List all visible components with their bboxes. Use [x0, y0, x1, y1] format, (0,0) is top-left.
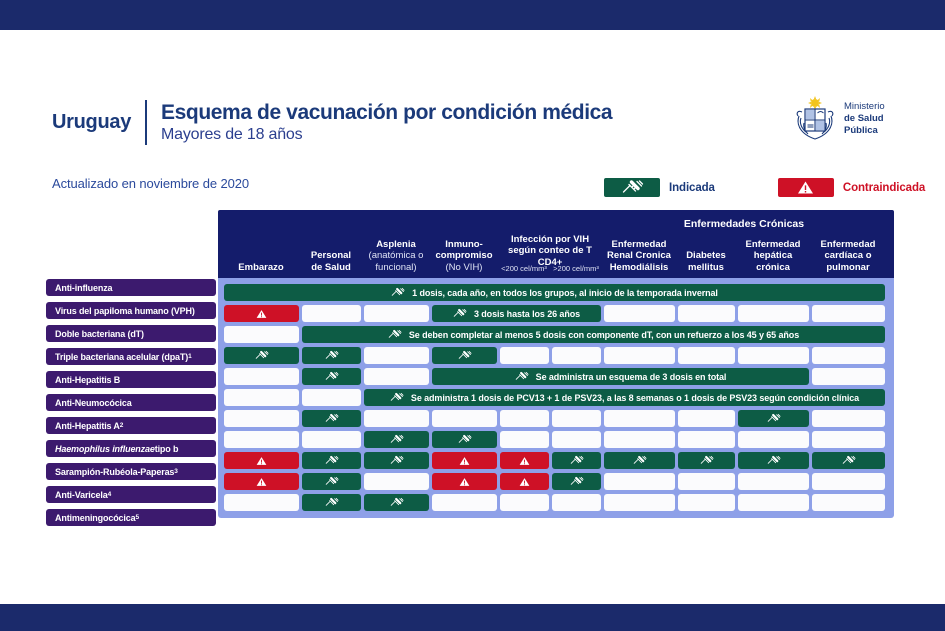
matrix-cell-empty[interactable]	[364, 305, 429, 322]
column-header-text: Inmuno-	[445, 238, 483, 250]
column-header-text: Enfermedad	[611, 238, 667, 250]
matrix-cell-note[interactable]	[302, 326, 885, 343]
ministry-line-3: Pública	[844, 125, 878, 137]
matrix-cell-indicated[interactable]	[552, 452, 601, 469]
matrix-cell-note-text: 1 dosis, cada año, en todos los grupos, al inicio de la temporada invernal	[412, 287, 718, 298]
matrix-cell-note[interactable]	[364, 389, 885, 406]
hiv-header-line-1: Infección por VIH	[510, 234, 590, 245]
vaccine-label-row	[46, 371, 216, 392]
syringe-icon	[514, 371, 529, 382]
matrix-cell-note[interactable]	[224, 284, 885, 301]
matrix-cell-indicated[interactable]	[678, 452, 735, 469]
syringe-icon	[841, 455, 856, 466]
warning-triangle-icon	[256, 477, 267, 487]
matrix-cell-empty[interactable]	[224, 389, 299, 406]
syringe-icon	[569, 476, 584, 487]
matrix-row	[222, 324, 890, 345]
syringe-icon	[387, 329, 402, 340]
matrix-cell-empty[interactable]	[224, 431, 299, 448]
vaccine-label[interactable]: Anti-Hepatitis B	[46, 371, 216, 388]
matrix-row	[222, 387, 890, 408]
matrix-row	[222, 429, 890, 450]
matrix-cell-empty[interactable]	[812, 494, 885, 511]
matrix-cell-empty[interactable]	[500, 347, 549, 364]
matrix-cell-indicated[interactable]	[364, 452, 429, 469]
syringe-icon	[389, 455, 404, 466]
matrix-cell-empty[interactable]	[364, 473, 429, 490]
ministry-line-2: de Salud	[844, 112, 884, 124]
vaccine-label-row	[46, 440, 216, 461]
syringe-icon	[457, 350, 472, 361]
syringe-icon	[389, 497, 404, 508]
warning-triangle-icon	[256, 309, 267, 319]
column-header-text: compromiso	[435, 250, 493, 262]
column-header-hepatica-cronica	[736, 210, 810, 278]
vaccine-label[interactable]: Haemophilus influenzae tipo b	[46, 440, 216, 457]
page-title: Esquema de vacunación por condición médica	[161, 101, 613, 124]
vaccine-label-row	[46, 417, 216, 438]
uruguay-coat-of-arms-icon	[793, 96, 837, 142]
matrix-cell-indicated[interactable]	[302, 368, 361, 385]
chronic-diseases-group-header: Enfermedades Crónicas	[683, 218, 805, 230]
matrix-cell-indicated[interactable]	[302, 452, 361, 469]
vaccine-label[interactable]: Virus del papiloma humano (VPH)	[46, 302, 216, 319]
matrix-row	[222, 492, 890, 513]
matrix-cell-empty[interactable]	[552, 410, 601, 427]
matrix-cell-indicated[interactable]	[812, 452, 885, 469]
syringe-icon	[389, 434, 404, 445]
updated-date: Actualizado en noviembre de 2020	[52, 176, 249, 191]
vaccine-label[interactable]: Anti-Varicela 4	[46, 486, 216, 503]
vaccine-label[interactable]: Doble bacteriana (dT)	[46, 325, 216, 342]
syringe-icon	[390, 287, 405, 298]
column-header-personal-salud	[300, 210, 362, 278]
column-header-subtext: (anatómica o	[368, 250, 424, 262]
syringe-icon	[452, 308, 467, 319]
syringe-icon	[699, 455, 714, 466]
matrix-cell-contraindicated[interactable]	[500, 452, 549, 469]
vaccine-label-row	[46, 279, 216, 300]
legend-indicated	[604, 178, 715, 197]
matrix-cell-empty[interactable]	[364, 410, 429, 427]
bottom-accent-bar	[0, 604, 945, 631]
header-divider	[145, 100, 147, 145]
warning-triangle-icon	[519, 456, 530, 466]
matrix-cell-contraindicated[interactable]	[432, 473, 497, 490]
matrix-cell-empty[interactable]	[500, 494, 549, 511]
matrix-cell-empty[interactable]	[604, 410, 675, 427]
matrix-cell-empty[interactable]	[552, 431, 601, 448]
matrix-cell-indicated[interactable]	[302, 347, 361, 364]
matrix-cell-empty[interactable]	[812, 410, 885, 427]
column-header-text: Renal Cronica	[607, 250, 671, 262]
matrix-row	[222, 450, 890, 471]
syringe-icon	[569, 455, 584, 466]
syringe-icon	[324, 350, 339, 361]
column-header-asplenia	[362, 210, 430, 278]
syringe-icon	[620, 180, 644, 195]
warning-triangle-icon	[256, 456, 267, 466]
matrix-cell-indicated[interactable]	[432, 347, 497, 364]
matrix-header	[218, 210, 894, 278]
vaccine-label-column	[46, 277, 216, 530]
matrix-cell-note-text: Se deben completar al menos 5 dosis con componente dT, con un refuerzo a los 45 y 65 años	[408, 329, 800, 340]
syringe-icon	[324, 476, 339, 487]
matrix-cell-contraindicated[interactable]	[500, 473, 549, 490]
column-header-text: cardíaca o	[824, 250, 872, 262]
column-header-renal-hemodialisis	[602, 210, 676, 278]
legend-indicated-label: Indicada	[669, 181, 715, 194]
matrix-cell-empty[interactable]	[678, 473, 735, 490]
matrix-cell-indicated[interactable]	[604, 452, 675, 469]
ministry-logo	[793, 96, 885, 142]
legend-contraindicated	[778, 178, 925, 197]
matrix-cell-note[interactable]	[432, 305, 601, 322]
column-header-threshold: >200 cel/mm³	[553, 264, 599, 273]
matrix-cell-empty[interactable]	[604, 305, 675, 322]
matrix-row	[222, 408, 890, 429]
matrix-cell-note-text: 3 dosis hasta los 26 años	[473, 308, 581, 319]
syringe-icon	[324, 497, 339, 508]
matrix-cell-empty[interactable]	[678, 305, 735, 322]
syringe-icon	[324, 455, 339, 466]
matrix-cell-indicated[interactable]	[552, 473, 601, 490]
vaccination-matrix	[218, 210, 894, 518]
column-header-text: Asplenia	[376, 238, 416, 250]
matrix-cell-indicated[interactable]	[224, 347, 299, 364]
syringe-icon	[632, 455, 647, 466]
vaccine-label-row	[46, 325, 216, 346]
matrix-cell-indicated[interactable]	[302, 494, 361, 511]
matrix-cell-empty[interactable]	[738, 347, 809, 364]
matrix-cell-empty[interactable]	[604, 494, 675, 511]
matrix-cell-empty[interactable]	[738, 473, 809, 490]
column-header-vih-menor-200	[498, 210, 550, 278]
matrix-cell-empty[interactable]	[432, 410, 497, 427]
matrix-cell-empty[interactable]	[812, 368, 885, 385]
vaccine-label[interactable]: Anti-Hepatitis A 2	[46, 417, 216, 434]
vaccine-label-row	[46, 348, 216, 369]
warning-triangle-icon	[459, 456, 470, 466]
column-header-vih-mayor-200	[550, 210, 602, 278]
vaccine-label[interactable]: Antimeningocócica 5	[46, 509, 216, 526]
matrix-cell-empty[interactable]	[812, 431, 885, 448]
matrix-cell-empty[interactable]	[500, 431, 549, 448]
matrix-row	[222, 471, 890, 492]
column-header-text: Personal	[310, 250, 352, 262]
top-accent-bar	[0, 0, 945, 30]
matrix-row	[222, 366, 890, 387]
matrix-cell-empty[interactable]	[738, 494, 809, 511]
matrix-cell-empty[interactable]	[604, 347, 675, 364]
matrix-cell-empty[interactable]	[224, 326, 299, 343]
matrix-cell-empty[interactable]	[224, 410, 299, 427]
vaccine-label-row	[46, 486, 216, 507]
column-header-subtext: (No VIH)	[445, 261, 483, 273]
warning-triangle-icon	[459, 477, 470, 487]
syringe-icon	[766, 413, 781, 424]
column-header-cardiaca-pulmonar	[810, 210, 886, 278]
matrix-cell-indicated[interactable]	[364, 431, 429, 448]
matrix-cell-indicated[interactable]	[738, 410, 809, 427]
matrix-cell-note[interactable]	[432, 368, 809, 385]
matrix-row	[222, 303, 890, 324]
matrix-cell-indicated[interactable]	[432, 431, 497, 448]
legend-indicated-chip	[604, 178, 660, 197]
vaccine-label-row	[46, 302, 216, 323]
column-header-diabetes	[676, 210, 736, 278]
syringe-icon	[254, 350, 269, 361]
vaccine-label[interactable]: Anti-Neumocócica	[46, 394, 216, 411]
column-header-text: de Salud	[311, 261, 351, 273]
syringe-icon	[324, 413, 339, 424]
column-header-inmunocompromiso	[430, 210, 498, 278]
column-header-text: Embarazo	[238, 261, 284, 273]
matrix-cell-empty[interactable]	[224, 494, 299, 511]
page-subtitle: Mayores de 18 años	[161, 125, 303, 143]
matrix-cell-note-text: Se administra un esquema de 3 dosis en total	[535, 371, 727, 382]
legend-contraindicated-label: Contraindicada	[842, 181, 926, 194]
matrix-cell-empty[interactable]	[552, 494, 601, 511]
matrix-body	[218, 278, 894, 518]
matrix-cell-empty[interactable]	[812, 305, 885, 322]
column-header-threshold: <200 cel/mm³	[501, 264, 547, 273]
column-header-text: Enfermedad	[745, 238, 801, 250]
vaccine-label[interactable]: Anti-influenza	[46, 279, 216, 296]
matrix-cell-empty[interactable]	[302, 431, 361, 448]
matrix-cell-empty[interactable]	[604, 431, 675, 448]
syringe-icon	[389, 392, 404, 403]
vaccine-label[interactable]: Sarampión-Rubéola-Paperas 3	[46, 463, 216, 480]
matrix-cell-empty[interactable]	[678, 494, 735, 511]
matrix-cell-empty[interactable]	[678, 410, 735, 427]
column-header-text: crónica	[756, 261, 790, 273]
vaccine-label-row	[46, 509, 216, 530]
matrix-cell-empty[interactable]	[302, 389, 361, 406]
matrix-cell-empty[interactable]	[302, 305, 361, 322]
syringe-icon	[324, 371, 339, 382]
column-header-subtext: funcional)	[375, 261, 417, 273]
vaccine-label-row	[46, 463, 216, 484]
column-header-text: Hemodiálisis	[609, 261, 669, 273]
matrix-cell-empty[interactable]	[738, 431, 809, 448]
ministry-line-1: Ministerio	[844, 100, 885, 112]
warning-triangle-icon	[797, 180, 814, 195]
matrix-cell-empty[interactable]	[364, 347, 429, 364]
page-header	[52, 100, 612, 145]
matrix-cell-empty[interactable]	[432, 494, 497, 511]
syringe-icon	[766, 455, 781, 466]
syringe-icon	[457, 434, 472, 445]
column-header-text: pulmonar	[826, 261, 870, 273]
warning-triangle-icon	[519, 477, 530, 487]
column-header-text: Diabetes	[686, 250, 726, 262]
matrix-cell-empty[interactable]	[224, 368, 299, 385]
matrix-cell-indicated[interactable]	[302, 473, 361, 490]
hiv-header-line-2: según conteo de T CD4+	[508, 245, 592, 268]
vaccine-label[interactable]: Triple bacteriana acelular (dpaT) 1	[46, 348, 216, 365]
legend	[604, 178, 925, 197]
vaccine-label-row	[46, 394, 216, 415]
matrix-cell-empty[interactable]	[678, 431, 735, 448]
matrix-cell-contraindicated[interactable]	[224, 473, 299, 490]
matrix-cell-empty[interactable]	[604, 473, 675, 490]
matrix-row	[222, 345, 890, 366]
column-header-embarazo	[222, 210, 300, 278]
column-header-text: mellitus	[688, 261, 724, 273]
matrix-cell-contraindicated[interactable]	[432, 452, 497, 469]
matrix-cell-empty[interactable]	[552, 347, 601, 364]
matrix-cell-contraindicated[interactable]	[224, 305, 299, 322]
column-header-text: hepática	[753, 250, 793, 262]
legend-contraindicated-chip	[778, 178, 834, 197]
column-header-text: Enfermedad	[820, 238, 876, 250]
matrix-cell-contraindicated[interactable]	[224, 452, 299, 469]
matrix-cell-empty[interactable]	[812, 473, 885, 490]
matrix-cell-empty[interactable]	[364, 368, 429, 385]
matrix-row	[222, 282, 890, 303]
matrix-cell-empty[interactable]	[812, 347, 885, 364]
matrix-cell-empty[interactable]	[500, 410, 549, 427]
country-name: Uruguay	[52, 110, 132, 133]
matrix-cell-indicated[interactable]	[302, 410, 361, 427]
matrix-cell-note-text: Se administra 1 dosis de PCV13 + 1 de PSV23, a las 8 semanas o 1 dosis de PSV23 según condición clínica	[410, 392, 860, 403]
matrix-cell-indicated[interactable]	[738, 452, 809, 469]
matrix-cell-empty[interactable]	[738, 305, 809, 322]
matrix-cell-empty[interactable]	[678, 347, 735, 364]
matrix-cell-indicated[interactable]	[364, 494, 429, 511]
